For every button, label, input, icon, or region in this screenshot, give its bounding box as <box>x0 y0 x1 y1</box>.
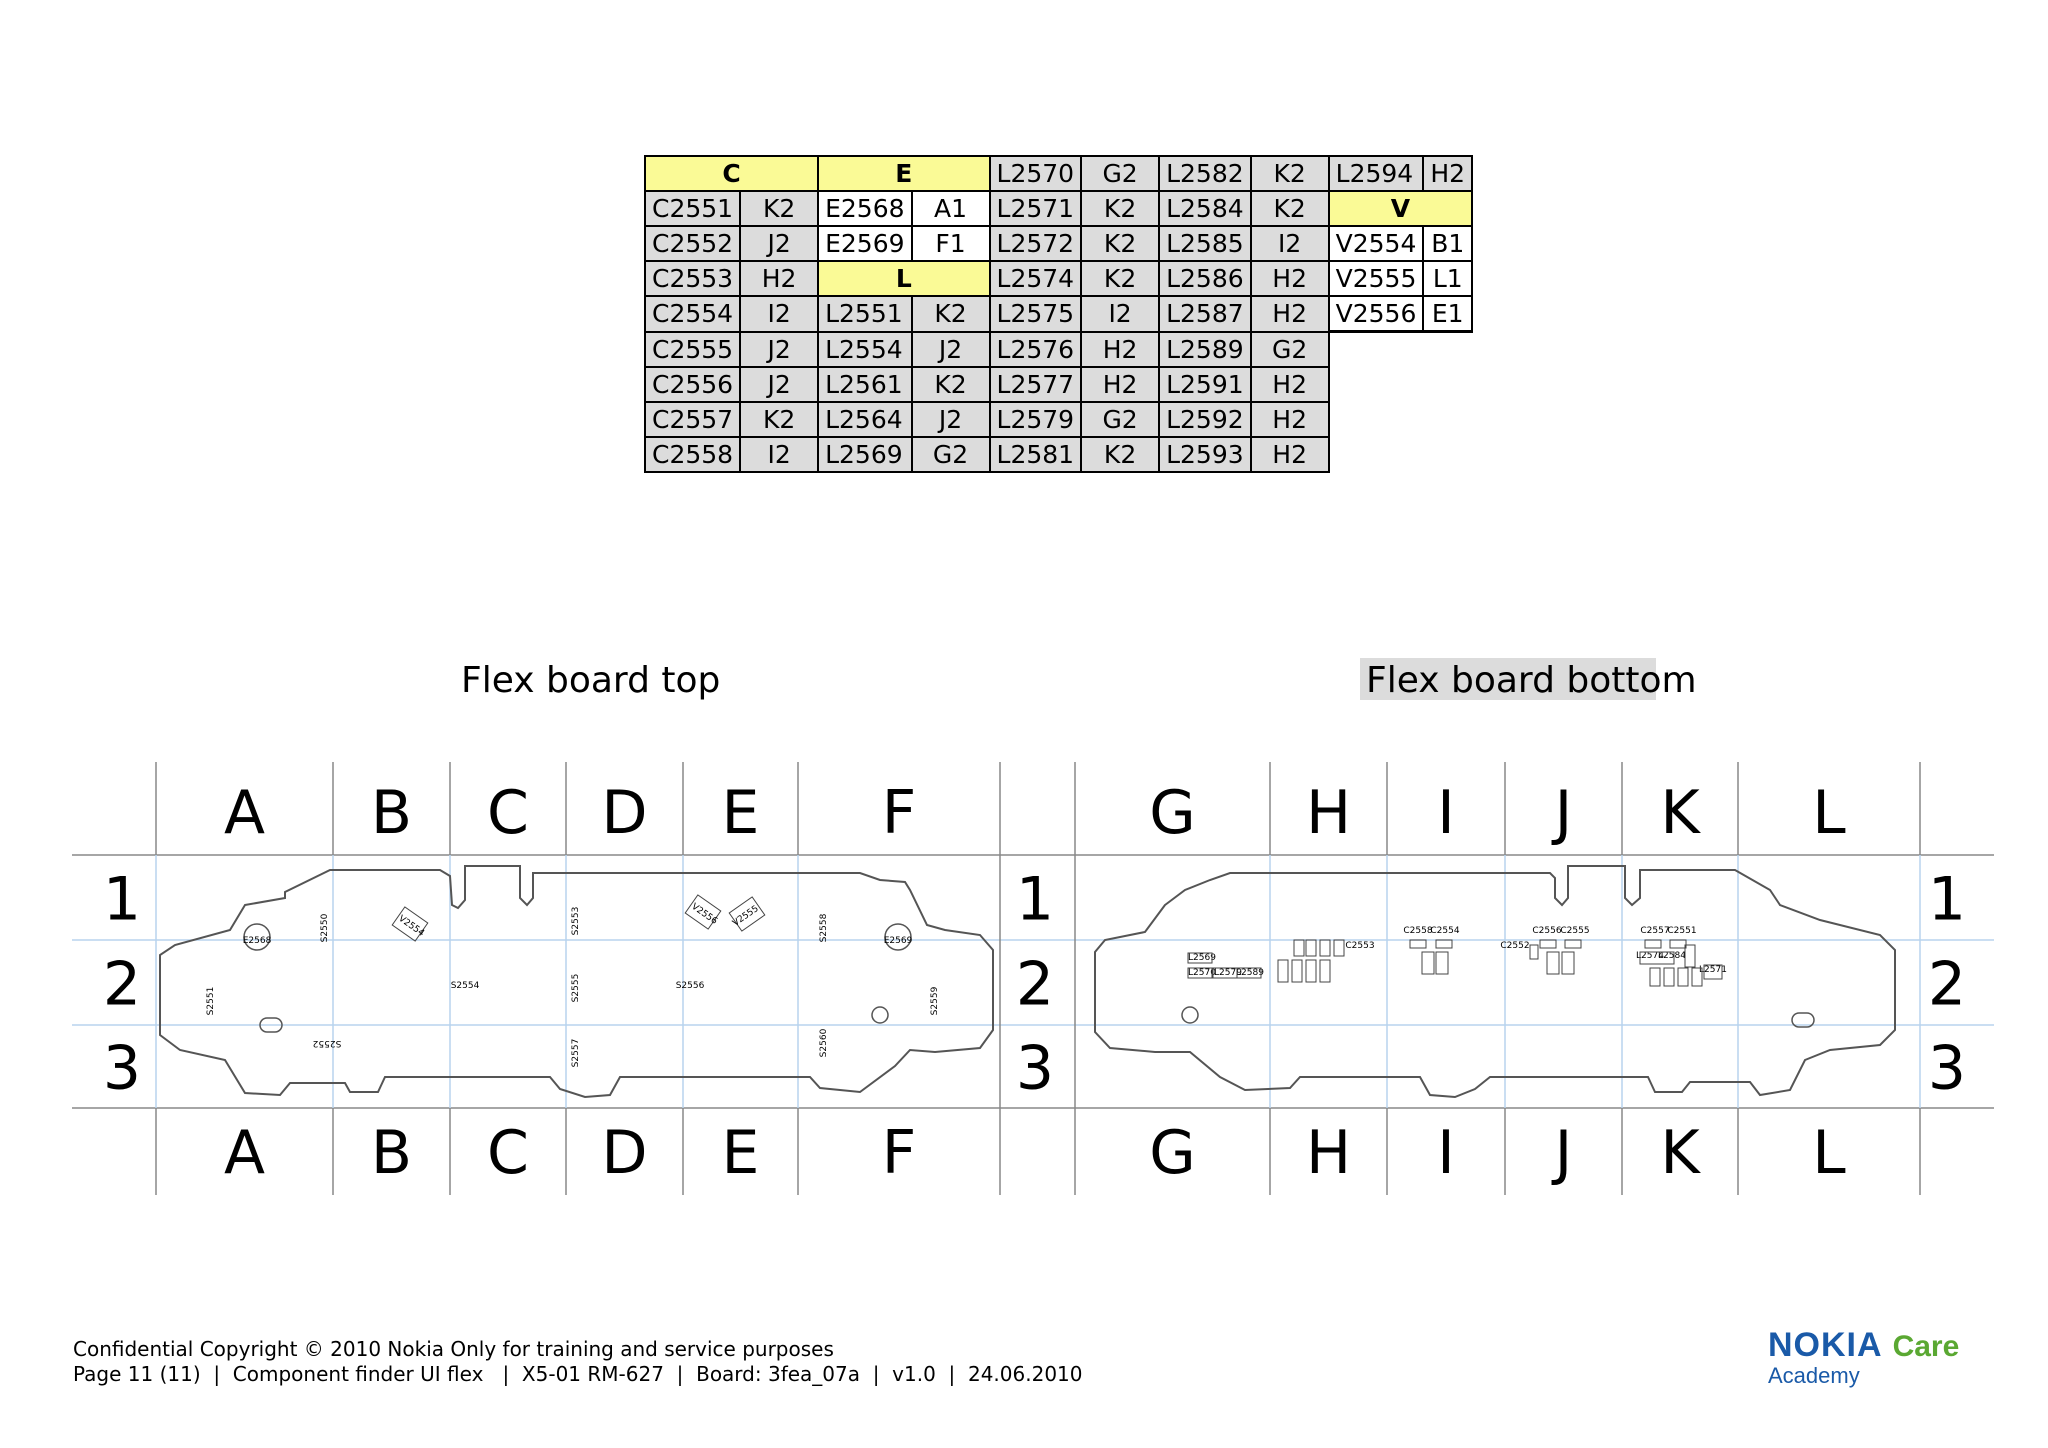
component-ref: L2587 <box>1159 296 1251 332</box>
grid-location: K2 <box>912 367 990 402</box>
component-markers <box>206 895 1727 1067</box>
component-ref: C2554 <box>645 296 740 332</box>
component-label: C2558 <box>1403 926 1433 936</box>
component-label: S2555 <box>571 973 581 1003</box>
grid-location: K2 <box>1081 191 1159 226</box>
grid-location: E1 <box>1423 296 1472 332</box>
grid-location: G2 <box>1081 156 1159 191</box>
component-ref: L2593 <box>1159 437 1251 472</box>
component-label: S2558 <box>819 913 829 943</box>
component-ref: L2592 <box>1159 402 1251 437</box>
column-letter-bottom: H <box>1305 1118 1352 1188</box>
component-ref: L2576 <box>990 332 1082 367</box>
component-ref: L2577 <box>990 367 1082 402</box>
component-ref: L2584 <box>1159 191 1251 226</box>
grid-location: G2 <box>912 437 990 472</box>
component-pad <box>1278 960 1288 982</box>
grid-location: G2 <box>1251 332 1329 367</box>
component-label: C2553 <box>1345 941 1375 951</box>
grid-location: J2 <box>912 332 990 367</box>
row-number-right: 1 <box>1927 864 1967 935</box>
component-label: L2571 <box>1699 965 1727 975</box>
component-pad <box>1410 940 1426 948</box>
component-label: C2554 <box>1430 926 1460 936</box>
component-ref: L2570 <box>990 156 1082 191</box>
grid-location: H2 <box>1251 296 1329 332</box>
row-number-right: 3 <box>1927 1033 1967 1104</box>
grid-location: H2 <box>1081 332 1159 367</box>
component-ref: C2553 <box>645 261 740 296</box>
logo-care: Care <box>1892 1330 1960 1363</box>
row-number-middle: 3 <box>1015 1033 1055 1104</box>
component-ref: L2591 <box>1159 367 1251 402</box>
component-pad <box>1436 940 1452 948</box>
component-ref: L2582 <box>1159 156 1251 191</box>
grid-location: I2 <box>740 296 818 332</box>
grid-location: J2 <box>912 402 990 437</box>
component-ref: C2557 <box>645 402 740 437</box>
section-header: L <box>818 261 989 296</box>
grid-location: H2 <box>1251 437 1329 472</box>
component-label: E2569 <box>883 936 913 946</box>
row-number-middle: 2 <box>1015 949 1055 1020</box>
column-letter-bottom: F <box>881 1118 917 1188</box>
column-letter-bottom: B <box>370 1118 413 1188</box>
component-label: S2552 <box>312 1038 342 1048</box>
column-letter-bottom: J <box>1554 1118 1573 1188</box>
component-label: L2570 <box>1188 968 1216 978</box>
component-ref: L2594 <box>1329 156 1424 191</box>
component-ref: L2574 <box>990 261 1082 296</box>
component-label: L2574 <box>1636 951 1664 961</box>
grid-location: H2 <box>740 261 818 296</box>
column-letter-top: H <box>1305 778 1352 848</box>
flex-board-bottom-title: Flex board bottom <box>1366 660 1697 701</box>
component-label: S2557 <box>571 1038 581 1068</box>
component-ref: C2556 <box>645 367 740 402</box>
component-ref: L2571 <box>990 191 1082 226</box>
component-label: V2556 <box>689 901 719 927</box>
component-ref: L2551 <box>818 296 911 332</box>
column-letter-top: A <box>223 778 266 848</box>
logo-nokia: NOKIA <box>1768 1326 1883 1364</box>
component-pad <box>1320 940 1330 956</box>
grid-location: K2 <box>1251 156 1329 191</box>
component-label: C2556 <box>1532 926 1562 936</box>
column-letter-top: L <box>1812 778 1846 848</box>
component-ref: L2554 <box>818 332 911 367</box>
column-letter-bottom: D <box>601 1118 648 1188</box>
component-pad <box>1565 940 1581 948</box>
grid-location: I2 <box>1081 296 1159 332</box>
section-header: E <box>818 156 989 191</box>
component-label: S2560 <box>819 1028 829 1058</box>
component-ref: L2579 <box>990 402 1082 437</box>
component-pad <box>1422 952 1434 974</box>
component-label: L2589 <box>1236 968 1264 978</box>
grid-location: J2 <box>740 332 818 367</box>
component-pad <box>1562 952 1574 974</box>
component-ref: L2589 <box>1159 332 1251 367</box>
component-label: S2553 <box>571 906 581 936</box>
component-ref: E2569 <box>818 226 911 261</box>
component-label: L2569 <box>1188 953 1216 963</box>
component-pad <box>1294 940 1304 956</box>
row-number-left: 1 <box>102 864 142 935</box>
grid-location: B1 <box>1423 226 1472 261</box>
footer-page-info: Page 11 (11) | Component finder UI flex | X5-01 RM-627 | Board: 3fea_07a | v1.0 | 24.06.2010 <box>73 1362 1083 1386</box>
component-pad <box>1650 968 1660 986</box>
grid-location: K2 <box>1251 191 1329 226</box>
component-label: V2554 <box>396 913 426 939</box>
component-ref: C2555 <box>645 332 740 367</box>
grid-location: H2 <box>1251 402 1329 437</box>
section-header: V <box>1329 191 1472 226</box>
component-pad <box>1540 940 1556 948</box>
component-ref: L2581 <box>990 437 1082 472</box>
nokia-care-logo <box>1768 1326 1959 1389</box>
component-pad <box>1436 952 1448 974</box>
component-label: S2550 <box>320 913 330 943</box>
grid-location: F1 <box>912 226 990 261</box>
row-number-right: 2 <box>1927 949 1967 1020</box>
column-letter-bottom: L <box>1812 1118 1846 1188</box>
row-number-middle: 1 <box>1015 864 1055 935</box>
component-pad <box>1306 940 1316 956</box>
flex-board-top-title: Flex board top <box>461 660 721 701</box>
component-pad <box>1292 960 1302 982</box>
grid-location: H2 <box>1423 156 1472 191</box>
row-number-left: 3 <box>102 1033 142 1104</box>
component-label: S2554 <box>450 981 480 991</box>
grid-location: H2 <box>1251 367 1329 402</box>
component-pad <box>1547 952 1559 974</box>
component-ref: V2555 <box>1329 261 1424 296</box>
section-header: C <box>645 156 818 191</box>
mount-hole-icon <box>1182 1007 1198 1023</box>
grid-location: K2 <box>740 402 818 437</box>
component-pad <box>1530 945 1538 959</box>
column-letter-top: K <box>1660 778 1700 848</box>
grid-location: L1 <box>1423 261 1472 296</box>
grid-location: H2 <box>1081 367 1159 402</box>
column-letter-bottom: I <box>1437 1118 1455 1188</box>
component-ref: C2558 <box>645 437 740 472</box>
component-label: C2551 <box>1667 926 1697 936</box>
row-number-left: 2 <box>102 949 142 1020</box>
component-ref: C2551 <box>645 191 740 226</box>
grid-location: K2 <box>740 191 818 226</box>
component-label: E2568 <box>242 936 272 946</box>
component-ref: C2552 <box>645 226 740 261</box>
footer-confidential: Confidential Copyright © 2010 Nokia Only for training and service purposes <box>73 1337 834 1361</box>
column-letter-top: C <box>487 778 529 848</box>
component-pad <box>1334 940 1344 956</box>
component-ref: L2569 <box>818 437 911 472</box>
component-label: L2579 <box>1214 968 1242 978</box>
component-label: S2551 <box>206 986 216 1016</box>
component-ref: E2568 <box>818 191 911 226</box>
component-ref: L2572 <box>990 226 1082 261</box>
component-ref: L2564 <box>818 402 911 437</box>
component-label: C2557 <box>1640 926 1670 936</box>
component-pad <box>1664 968 1674 986</box>
column-letter-bottom: A <box>223 1118 266 1188</box>
grid-labels <box>103 778 1966 1188</box>
component-ref: V2556 <box>1329 296 1424 332</box>
grid-location: K2 <box>1081 437 1159 472</box>
grid-location: H2 <box>1251 261 1329 296</box>
column-letter-bottom: E <box>721 1118 760 1188</box>
component-label: S2559 <box>930 986 940 1016</box>
grid-location: K2 <box>1081 261 1159 296</box>
column-letter-top: J <box>1554 778 1573 848</box>
component-label: C2555 <box>1560 926 1590 936</box>
component-pad <box>1670 940 1686 948</box>
component-ref: L2585 <box>1159 226 1251 261</box>
component-label: S2556 <box>675 981 705 991</box>
component-pad <box>1645 940 1661 948</box>
component-pad <box>1320 960 1330 982</box>
component-label: L2584 <box>1658 951 1686 961</box>
component-pad <box>1678 968 1688 986</box>
grid-location: J2 <box>740 226 818 261</box>
grid-location: A1 <box>912 191 990 226</box>
column-letter-bottom: K <box>1660 1118 1700 1188</box>
grid-location: J2 <box>740 367 818 402</box>
logo-academy: Academy <box>1768 1363 1860 1388</box>
component-ref: V2554 <box>1329 226 1424 261</box>
component-ref: L2561 <box>818 367 911 402</box>
grid-location: I2 <box>1251 226 1329 261</box>
grid-location: K2 <box>1081 226 1159 261</box>
column-letter-top: B <box>370 778 413 848</box>
grid-location: G2 <box>1081 402 1159 437</box>
flex-board-bottom-outline <box>1095 866 1895 1097</box>
column-letter-top: I <box>1437 778 1455 848</box>
component-pad <box>1306 960 1316 982</box>
column-letter-top: E <box>721 778 760 848</box>
component-label: C2552 <box>1500 941 1530 951</box>
grid-location: I2 <box>740 437 818 472</box>
mount-hole-icon <box>872 1007 888 1023</box>
column-letter-top: D <box>601 778 648 848</box>
column-letter-top: F <box>881 778 917 848</box>
column-letter-bottom: C <box>487 1118 529 1188</box>
component-ref: L2575 <box>990 296 1082 332</box>
column-letter-bottom: G <box>1149 1118 1196 1188</box>
component-ref: L2586 <box>1159 261 1251 296</box>
grid-location: K2 <box>912 296 990 332</box>
column-letter-top: G <box>1149 778 1196 848</box>
component-label: V2555 <box>731 903 761 929</box>
